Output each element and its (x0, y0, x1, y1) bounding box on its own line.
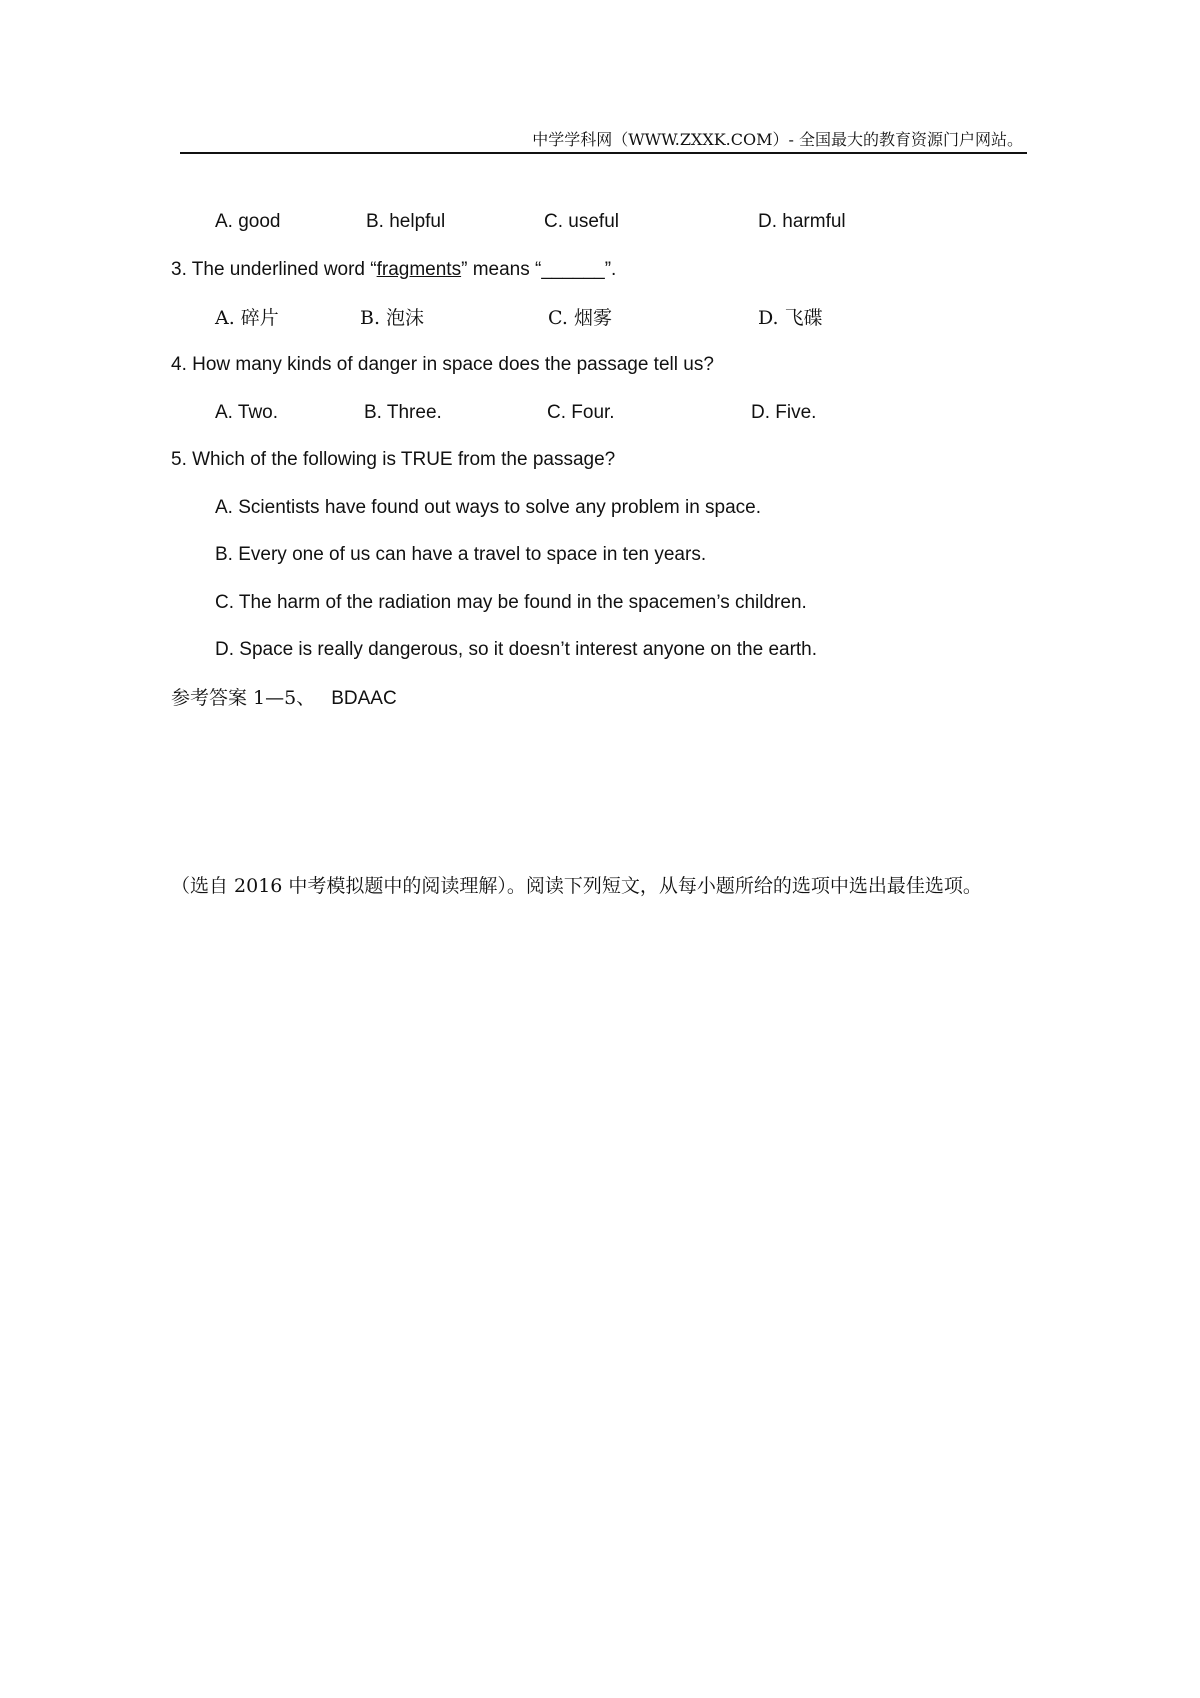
q2-option-d: D. harmful (758, 211, 846, 232)
q3-option-b: B. 泡沫 (360, 307, 425, 329)
q3-option-d: D. 飞碟 (758, 307, 823, 329)
q5-option-d: D. Space is really dangerous, so it doesn’t interest anyone on the earth. (215, 639, 818, 660)
q4-option-a: A. Two. (215, 402, 279, 423)
q4-option-c: C. Four. (547, 402, 615, 423)
q5-option-b: B. Every one of us can have a travel to space in ten years. (215, 544, 707, 565)
page-header (180, 128, 1027, 154)
q3-underlined-word: fragments (376, 259, 462, 280)
q5-question: 5. Which of the following is TRUE from the passage? (171, 449, 616, 470)
q3-prefix: 3. The underlined word “ (171, 259, 377, 280)
q4-option-d: D. Five. (751, 402, 817, 423)
q2-option-a: A. good (215, 211, 281, 232)
q5-option-c: C. The harm of the radiation may be found in the spacemen’s children. (215, 592, 807, 613)
q4-option-b: B. Three. (364, 402, 442, 423)
q5-option-a: A. Scientists have found out ways to solve any problem in space. (215, 497, 762, 518)
answer-key (171, 686, 397, 711)
q3-suffix: ” means “______”. (461, 259, 617, 280)
passage-intro: （选自 2016 中考模拟题中的阅读理解）。阅读下列短文，从每小题所给的选项中选出最佳选项。 (171, 875, 982, 897)
answer-value: BDAAC (331, 688, 397, 709)
answer-label: 参考答案 1—5、 (171, 687, 316, 709)
header-text: 中学学科网（WWW.ZXXK.COM）- 全国最大的教育资源门户网站。 (532, 130, 1023, 149)
q2-option-b: B. helpful (366, 211, 446, 232)
q3-option-a: A. 碎片 (215, 307, 279, 329)
q3-question (171, 258, 616, 282)
q3-option-c: C. 烟雾 (548, 307, 612, 329)
q2-option-c: C. useful (544, 211, 619, 232)
q4-question: 4. How many kinds of danger in space does the passage tell us? (171, 354, 714, 375)
